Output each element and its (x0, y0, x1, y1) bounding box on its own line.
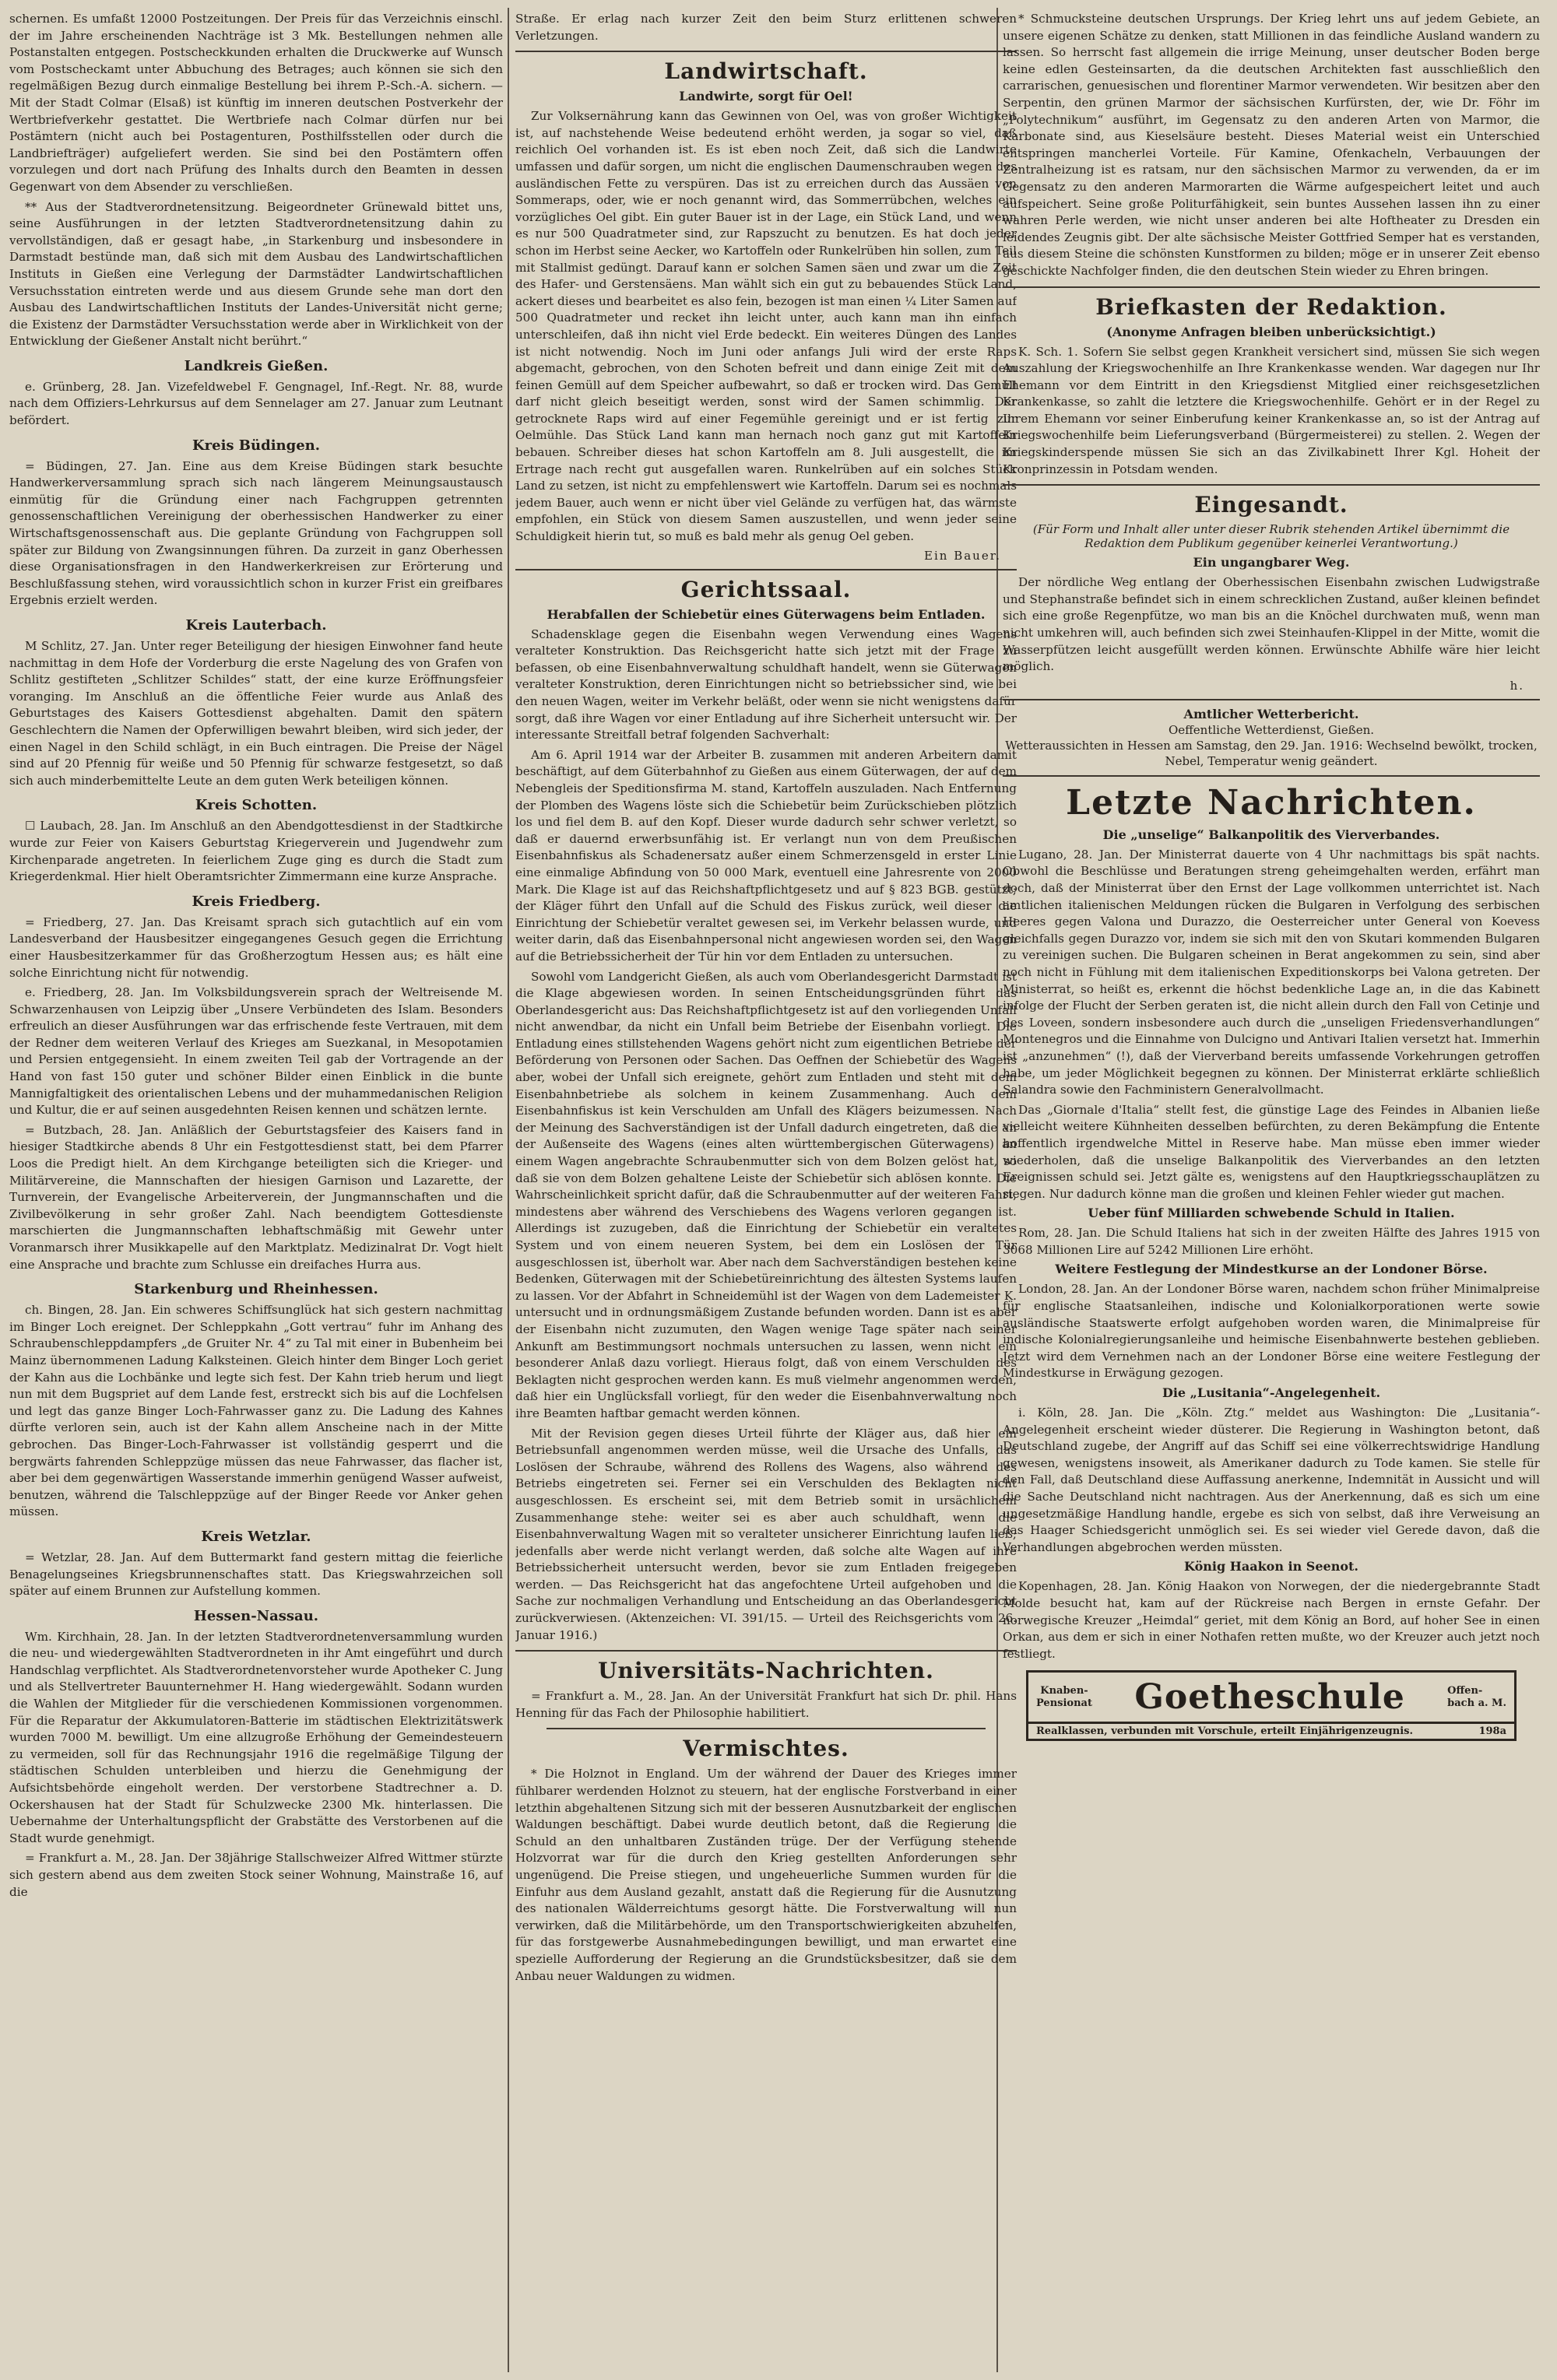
article-text: e. Grünberg, 28. Jan. Vizefeldwebel F. Gengnagel, Inf.-Regt. Nr. 88, wurde nach dem Offiziers-Lehrkursus auf dem Sennelager am 27. Januar zum Leutnant befördert. (9, 379, 503, 428)
section-heading: Vermischtes. (683, 1736, 849, 1762)
section-divider (1003, 484, 1540, 486)
column-rule (508, 8, 509, 2372)
advertisement-goetheschule (1026, 1670, 1517, 1724)
ad-text: Offen- (1447, 1684, 1483, 1697)
article-text: M Schlitz, 27. Jan. Unter reger Beteiligung der hiesigen Einwohner fand heute nachmittag in dem Hofe der Vorderburg die erste Nagelung des von Grafen von Schlitz gestifteten „Schlitzer Schildes“ statt, der eine kurze Eröffnungsfeier voranging. Im Anschluß an die öffentliche Feier wurde aus Anlaß des Geburtstages des Kaisers Gottesdienst abgehalten. Damit den spätern Geschlechtern die Namen der Opferwilligen bewahrt bleiben, wird sich jeder, der einen Nagel in den Schild schlägt, in ein Buch eintragen. Die Preise der Nägel sind auf 20 Pfennig für weiße und 50 Pfennig für schwarze festgesetzt, so daß sich auch minderbemittelte Leute an dem guten Werk beteiligen können. (9, 639, 503, 788)
article-text: schernen. Es umfaßt 12000 Postzeitungen. Der Preis für das Verzeichnis einschl. der im Jahre erscheinenden Nachträge ist 3 Mk. Bestellungen nehmen alle Postanstalten entgegen. Postscheckkunden erhalten die Druckwerke auf Wunsch vom Postscheckamt unter Abbuchung des Betrages; auch können sie sich den regelmäßigen Bezug durch einmalige Bestellung bei ihrem P.-Sch.-A. sichern. — Mit der Stadt Colmar (Elsaß) ist künftig im inneren deutschen Postverkehr der Wertbriefverkehr gestattet. Die Wertbriefe nach Colmar dürfen nur bei Postämtern (nicht auch bei Postagenturen, Posthilfsstellen oder durch die Landbriefträger) aufgeliefert werden. Sie sind bei den Postämtern offen vorzulegen und dort nach Prüfung des Inhalts durch den Beamten in dessen Gegenwart von dem Absender zu verschließen. (9, 12, 503, 194)
article-headline: Ein ungangbarer Weg. (1193, 555, 1350, 570)
article-text: Schadensklage gegen die Eisenbahn wegen Verwendung eines Wagens veralteter Konstruktion. Das Reichsgericht hatte sich jetzt mit der Frage zu befassen, ob eine Eisenbahnverwaltung schuldhaft handelt, wenn sie Güterwagen veralteter Konstruktion, deren Einrichtungen nicht so betriebssicher sind, wie bei den neuen Wagen, weiter im Verkehr beläßt, oder wenn sie nicht wenigstens dafür sorgt, daß ihre Wagen vor einer Entladung auf ihre Sicherheit untersucht wir. Der interessante Streitfall betraf folgenden Sachverhalt: (515, 627, 1017, 742)
article-text: = Büdingen, 27. Jan. Eine aus dem Kreise Büdingen stark besuchte Handwerkerversammlung sprach sich nach längerem Meinungsaustausch einmütig für die Gründung einer nach Fachgruppen getrennten genossenschaftlichen Vereinigung der oberhessischen Handwerker zu einer Wirtschaftsgenossenschaft aus. Die geplante Gründung von Fachgruppen soll später zur Bildung von Zwangsinnungen führen. Da zurzeit in ganz Oberhessen diese Organisationsfragen in den Handwerkerkreisen zur Erörterung und Beschlußfassung stehen, wird voraussichtlich schon in kurzer Frist ein greifbares Ergebnis erzielt werden. (9, 458, 503, 608)
section-heading: Letzte Nachrichten. (1066, 782, 1477, 823)
ad-right-label (1447, 1685, 1506, 1710)
article-text: Lugano, 28. Jan. Der Ministerrat dauerte von 4 Uhr nachmittags bis spät nachts. Obwohl die Beschlüsse und Beratungen streng geheimgehalten werden, erfährt man doch, daß der Ministerrat über den Ernst der Lage vollkommen unterrichtet ist. Nach amtlichen italienischen Meldungen rücken die Bulgaren in Verfolgung des serbischen Heeres gegen Valona und Durazzo, die Oesterreicher unter General von Koevess gleichfalls gegen Durazzo vor, indem sie sich mit den von Skutari kommenden Bulgaren zu vereinigen suchen. Die Bulgaren scheinen in Berat angekommen zu sein, sind aber noch nicht in Fühlung mit dem italienischen Expeditionskorps bei Valona getreten. Der Ministerrat, so heißt es, erkennt die höchst bedenkliche Lage an, in die das Kabinett infolge der Flucht der Serben geraten ist, die nicht allein durch den Fall von Cetinje und des Loveen, sondern insbesondere auch durch die „unseligen Friedensverhandlungen“ Montenegros und die Einnahme von Dulcigno und Antivari Italien versetzt hat. Immerhin ist „anzunehmen“ (!), daß der Vierverband bereits umfassende Vorkehrungen getroffen habe, um jeder Möglichkeit begegnen zu können. Der Ministerrat erklärte schließlich Salandra sowie den Fachministern Generalvollmacht. (1003, 847, 1540, 1097)
section-heading: Kreis Büdingen. (192, 437, 321, 454)
article-text: = Friedberg, 27. Jan. Das Kreisamt sprach sich gutachtlich auf ein vom Landesverband der Hausbesitzer eingegangenes Gesuch gegen die Errichtung einer Hausbesitzerkammer für das Großherzogtum Hessen aus; es hält eine solche Einrichtung nicht für notwendig. (9, 914, 503, 980)
ad-school-name: Goetheschule (1134, 1677, 1405, 1718)
weather-forecast: Wetteraussichten in Hessen am Samstag, den 29. Jan. 1916: Wechselnd bewölkt, trocken, Nebel, Temperatur wenig geändert. (1005, 738, 1538, 768)
section-divider (515, 1650, 1017, 1652)
article-text: i. Köln, 28. Jan. Die „Köln. Ztg.“ meldet aus Washington: Die „Lusitania“-Angelegenheit erscheint wieder düsterer. Die Regierung in Washington betont, daß Deutschland zugebe, der Angriff auf das Schiff sei eine völkerrechtswidrige Handlung gewesen, wenigstens insoweit, als Amerikaner dadurch zu Tode kamen. Sie stelle für den Fall, daß Deutschland diese Auffassung anerkenne, Indemnität in Aussicht und will die Sache Deutschland nicht nachtragen. Aus der Anerkennung, daß es sich um eine ungesetzmäßige Handlung handle, ergebe es sich von selbst, daß ihre Verweisung an das Haager Schiedsgericht unmöglich sei. Es sei wieder viel Gerede davon, daß die Verhandlungen abgebrochen werden müssten. (1003, 1406, 1540, 1554)
article-text: * Schmucksteine deutschen Ursprungs. Der Krieg lehrt uns auf jedem Gebiete, an unsere eigenen Schätze zu denken, statt Millionen in das feindliche Ausland wandern zu lassen. So herrscht fast allgemein die irrige Meinung, unser deutscher Boden berge keine edlen Gesteinsarten, da die deutschen Architekten fast ausschließlich den carrarischen, genuesischen und florentiner Marmor verwendeten. Wir besitzen aber den Serpentin, den grünen Marmor der sächsischen Kurfürsten, der, wie Dr. Föhr im „Polytechnikum“ ausführt, im Gegensatz zu den anderen Arten von Marmor, die Karbonate sind, aus Kieselsäure besteht. Dieses Material weist ein Unterschied entspringen mancherlei Vorteile. Für Kamine, Ofenkacheln, Verbauungen der Zentralheizung ist es ratsam, nur den sächsischen Marmor zu verwenden, da er im Gegensatz zu den anderen Marmorarten die Wärme aufgespeichert leitet und auch aufspeichert. Seine große Politurfähigkeit, sein buntes Aussehen lassen ihn zu einer wahren Perle werden, wie nicht unser anderen bei alte Hoftheater zu Dresden ein leidendes Zeugnis gibt. Der alte sächsische Meister Gottfried Semper hat es verstanden, aus diesem Steine die schönsten Kunstformen zu bilden; möge er in unserer Zeit ebenso geschickte Nachfolger finden, die den deutschen Stein wieder zu Ehren bringen. (1003, 12, 1540, 278)
section-heading: Kreis Schotten. (195, 797, 318, 814)
section-heading: Universitäts-Nachrichten. (598, 1658, 934, 1684)
article-signature: h. (1510, 678, 1524, 693)
section-divider (1003, 699, 1540, 700)
article-text: Sowohl vom Landgericht Gießen, als auch vom Oberlandesgericht Darmstadt ist die Klage abgewiesen worden. In seinen Entscheidungsgründen führt das Oberlandesgericht aus: Das Reichshaftpflichtgesetz ist auf den vorliegenden Unfall nicht anwendbar, da nicht ein Unfall beim Betriebe der Eisenbahn vorliegt. Die Entladung eines stillstehenden Wagens gehört nicht zum eigentlichen Betriebe der Beförderung von Personen oder Sachen. Das Oeffnen der Schiebetür des Wagens aber, wobei der Unfall sich ereignete, gehört zum Entladen und steht mit dem Eisenbahnbetriebe als solchem in keinem Zusammenhang. Auch dem Eisenbahnfiskus ist kein Verschulden am Unfall des Klägers beizumessen. Nach der Meinung des Sachverständigen ist der Unfall dadurch eingetreten, daß die an der Außenseite des Wagens (eines alten württembergischen Güterwagens) an einem Wagen angebrachte Schraubenmutter sich von dem Bolzen gelöst hat, so daß sie von dem Bolzen gehaltene Leiste der Schiebetür sich ablösen konnte. Die Wahrscheinlichkeit spricht dafür, daß die Schraubenmutter auf der weiteren Fahrt, mindestens aber während des Verschiebens des Wagens verloren gegangen ist. Allerdings ist zuzugeben, daß die Einrichtung der Schiebetür ein veraltetes System und von einem neueren System, bei dem ein Loslösen der Tür ausgeschlossen ist, überholt war. Aber nach dem Sachverständigen bestehen keine Bedenken, Güterwagen mit der Schiebetüreinrichtung des ältesten Systems laufen zu lassen. Vor der Abfahrt in Schneidemühl ist der Wagen von dem Lademeister K. untersucht und in ordnungsmäßigem Zustande befunden worden. Dann ist es aber der Eisenbahn nicht zuzumuten, den Wagen wenige Tage später nach seiner Ankunft am Bestimmungsort nochmals untersuchen zu lassen, wenn nicht ein besonderer Anlaß dazu vorliegt. Hieraus folgt, daß von einem Verschulden des Beklagten nicht gesprochen werden kann. Es muß vielmehr angenommen werden, daß hier ein Unglücksfall vorliegt, für den weder die Eisenbahnverwaltung noch ihre Beamten haftbar gemacht werden können. (515, 969, 1017, 1420)
section-heading: Landkreis Gießen. (184, 357, 329, 374)
section-heading: Briefkasten der Redaktion. (1095, 293, 1447, 320)
article-text: Kopenhagen, 28. Jan. König Haakon von Norwegen, der die niedergebrannte Stadt Molde besucht hat, kam auf der Rückreise nach Bergen in ernste Gefahr. Der norwegische Kreuzer „Heimdal“ geriet, mit dem König an Bord, auf hoher See in einen Orkan, aus dem er sich in einer Nothafen retten mußte, wo der Kreuzer auch jetzt noch festliegt. (1003, 1579, 1540, 1661)
article-text: Zur Volksernährung kann das Gewinnen von Oel, was von großer Wichtigkeit ist, auf nachstehende Weise bedeutend erhöht werden, ja sogar so viel, daß reichlich Oel vorhanden ist. Es ist eben noch Zeit, daß sich die Landwirte umfassen und dafür sorgen, um nicht die englischen Daumenschrauben wegen des ausländischen Fette zu verspüren. Das ist zu erreichen durch das Aussäen von Sommeraps, oder, wie er noch genannt wird, das Sommerrübchen, welches ein vorzügliches Oel gibt. Ein guter Bauer ist in der Lage, ein Stück Land, und wenn es nur 500 Quadratmeter sind, zur Rapszucht zu benutzen. Es hat doch jeder schon im Herbst seine Aecker, wo Kartoffeln oder Runkelrüben hin sollen, zum Teil mit Stallmist gedüngt. Darauf kann er solchen Samen säen und zwar um die Zeit des Hafer- und Gerstensäens. Man wählt sich ein gut zu bebauendes Stück Land, ackert dieses und bearbeitet es also fein, bezogen ist man einen ¼ Liter Samen auf 500 Quadratmeter und recket ihn leicht unter, auch kann man ihn einfach unterschleifen, daß ihn nicht viel Erde bedeckt. Ein weiteres Düngen des Landes ist nicht notwendig. Noch im Juni oder anfangs Juli wird der erste Raps abgemacht, gebrochen, von den Schoten befreit und dann einige Zeit mit dem feinen Gemüll auf dem Speicher aufbewahrt, so daß er trocken wird. Das Gemüll darf nicht gleich beseitigt werden, sonst wird der Samen schimmlig. Der getrocknete Raps wird auf einer Fegemühle gereinigt und er ist fertig zur Oelmühle. Das Stück Land kann man hernach noch ganz gut mit Kartoffeln bebauen. Schreiber dieses hat schon Kartoffeln am 8. Juli ausgestellt, die im Ertrage nach recht gut ausgefallen waren. Runkelrüben auf ein solches Stück Land zu setzen, ist nicht zu empfehlenswert wie Kartoffeln. Darum sei es nochmals jedem Bauer, auch wenn er nicht über viel Gelände zu verfügen hat, das wärmste empfohlen, ein Stück von diesem Samen auszustellen, und wenn jeder seine Schuldigkeit hierin tut, so muß es bald mehr als genug Oel geben. (515, 109, 1017, 544)
ad-text: Realklassen, verbunden mit Vorschule, erteilt Einjährigenzeugnis. (1036, 1725, 1413, 1738)
ad-text: bach a. M. (1447, 1697, 1506, 1709)
column-middle (515, 11, 1017, 2369)
article-text: = Wetzlar, 28. Jan. Auf dem Buttermarkt fand gestern mittag die feierliche Benagelungseines Kriegsbrunnenschaftes statt. Das Kriegswahrzeichen soll später auf einem Brunnen zur Aufstellung kommen. (9, 1550, 503, 1599)
article-headline: Landwirte, sorgt für Oel! (679, 89, 853, 104)
article-headline: Die „Lusitania“-Angelegenheit. (1162, 1385, 1381, 1401)
section-disclaimer: (Für Form und Inhalt aller unter dieser Rubrik stehenden Artikel übernimmt die Redaktion dem Publikum gegenüber keinerlei Verantwortung.) (1032, 522, 1510, 551)
section-heading: Eingesandt. (1194, 492, 1348, 518)
column-left (9, 11, 503, 2369)
column-right (1003, 11, 1540, 2369)
article-text: e. Friedberg, 28. Jan. Im Volksbildungsverein sprach der Weltreisende M. Schwarzenhausen von Leipzig über „Unsere Verbündeten des Islam. Besonders erfreulich an dieser Ausführungen war das erfrischende feste Vertrauen, mit dem der Redner dem weiteren Verlauf des Krieges am Suezkanal, in Mesopotamien und Persien entgegensieht. In einem zweiten Teil gab der Vortragende an der Hand von fast 150 guter und schöner Bilder einen Einblick in die bunte Mannigfaltigkeit des orientalischen Lebens und der muhammedanischen Religion und Kultur, die er auf seinen ausgedehnten Reisen kennen und schätzen lernte. (9, 985, 503, 1118)
section-divider (515, 51, 1017, 52)
section-divider (515, 569, 1017, 570)
section-heading: Kreis Friedberg. (192, 893, 321, 910)
article-text: = Frankfurt a. M., 28. Jan. An der Universität Frankfurt hat sich Dr. phil. Hans Henning für das Fach der Philosophie habilitiert. (515, 1689, 1017, 1720)
article-text: Der nördliche Weg entlang der Oberhessischen Eisenbahn zwischen Ludwigstraße und Stephanstraße befindet sich in einem schrecklichen Zustand, außer kleinen befindet sich eine große Regenpfütze, wo man bis an die Knöchel durchwaten muß, wenn man nicht umkehren will, auch befinden sich zwei Steinhaufen-Klippel in der Mitte, womit die Wasserpfützen leicht ausgefüllt werden können. Erwünschte Abhilfe wäre hier leicht möglich. (1003, 575, 1540, 674)
section-heading: Starkenburg und Rheinhessen. (134, 1281, 378, 1298)
article-headline: Weitere Festlegung der Mindestkurse an der Londoner Börse. (1055, 1262, 1488, 1277)
section-divider (547, 1728, 986, 1729)
section-subheading: (Anonyme Anfragen bleiben unberücksichtigt.) (1106, 324, 1436, 339)
section-divider (1003, 775, 1540, 777)
section-heading: Kreis Wetzlar. (201, 1528, 311, 1545)
ad-text: Pensionat (1036, 1697, 1092, 1709)
article-text: ch. Bingen, 28. Jan. Ein schweres Schiffsunglück hat sich gestern nachmittag im Binger Loch ereignet. Der Schleppkahn „Gott vertrau“ fuhr im Anhang des Schraubenschleppdampfers „de Gruiter Nr. 4“ zu Tal mit einer in Bubenheim bei Mainz übernommenen Ladung Kalksteinen. Gleich hinter dem Binger Loch geriet der Kahn aus die Lochbänke und legte sich fest. Der Kahn trieb herum und liegt nun mit dem Bugspriet auf dem Lande fest, erstreckt sich bis auf die Lochfelsen und legt das ganze Binger Loch-Fahrwasser ganz zu. Die Ladung des Kahnes dürfte verloren sein, auch ist der Kahn allem Anscheine nach in der Mitte gebrochen. Das Binger-Loch-Fahrwasser ist vollständig gesperrt und die bergwärts fahrenden Schleppzüge müssen das neue Fahrwasser, das flacher ist, aber bei dem gegenwärtigen Wasserstande immerhin genügend Wasser aufweist, benutzen, während die Talschleppzüge auf der Binger Reede vor Anker gehen müssen. (9, 1303, 503, 1519)
article-text: Am 6. April 1914 war der Arbeiter B. zusammen mit anderen Arbeitern damit beschäftigt, auf dem Güterbahnhof zu Gießen aus einem Güterwagen, der auf dem Nebengleis der Speditionsfirma M. stand, Kartoffeln auszuladen. Nach Entfernung der Plomben des Wagens löste sich die Schiebetür beim Zurückschieben plötzlich los und fiel dem B. auf den Kopf. Dieser wurde dadurch sehr schwer verletzt, so daß er dauernd erwerbsunfähig ist. Er verlangt nun von dem Preußischen Eisenbahnfiskus als Schadenersatz außer einem Schmerzensgeld in erster Linie eine einmalige Abfindung von 50 000 Mark, eventuell eine Jahresrente von 2000 Mark. Die Klage ist auf das Reichshaftpflichtgesetz und auf § 823 BGB. gestützt; der Kläger führt den Unfall auf die Schuld des Fiskus zurück, weil dieser die Einrichtung der Schiebetür veraltet gewesen sei, im Verkehr belassen wurde, und weiter darin, daß das Eisenbahnpersonal nicht angewiesen worden sei, den Wagen auf die Betriebssicherheit der Tür hin vor dem Entladen zu untersuchen. (515, 747, 1017, 964)
section-heading: Kreis Lauterbach. (185, 617, 327, 634)
article-text: * Die Holznot in England. Um der während der Dauer des Krieges immer fühlbarer werdenden Holznot zu steuern, hat der englische Forstverband in einer letzthin abgehaltenen Sitzung sich mit der besseren Ausnutzbarkeit der englischen Waldungen beschäftigt. Dabei wurde deutlich betont, daß die Regierung die Schuld an den unhaltbaren Zuständen trüge. Der der Verfügung stehende Holzvorrat war für die durch den Krieg gestellten Anforderungen sehr ungenügend. Die Preise stiegen, und ungeheuerliche Summen wurden für die Einfuhr aus dem Ausland gezahlt, anstatt daß die Regierung für die Ausnutzung des nationalen Wälderreichtums gesorgt hätte. Die Forstverwaltung will nun verwirken, daß die Militärbehörde, um den Transportschwierigkeiten abzuhelfen, für das forstgewerbe Ausnahmebedingungen bewilligt, und man erwartet eine spezielle Aufforderung der Regierung an die Grundstücksbesitzer, daß sie dem Anbau neuer Waldungen zu widmen. (515, 1767, 1017, 1983)
section-heading: Hessen-Nassau. (193, 1607, 319, 1624)
article-text: ** Aus der Stadtverordnetensitzung. Beigeordneter Grünewald bittet uns, seine Ausführungen in der letzten Stadtverordnetensitzung dahin zu vervollständigen, daß er gesagt habe, „in Starkenburg und insbesondere in Darmstadt bestünde man, daß sich mit dem Ausbau des Landwirtschaftlichen Instituts in Gießen eine Verlegung der Darmstädter Landwirtschaftlichen Versuchsstation eintreten werde und aus diesem Grunde sehe man dort den Ausbau des Landwirtschaftlichen Instituts der Landes-Universität nicht gerne; die Existenz der Darmstädter Versuchsstation werde aber in Wirklichkeit von der Entwicklung der Gießener Anstalt nicht berührt.“ (9, 199, 503, 349)
section-heading: Landwirtschaft. (664, 58, 868, 85)
article-headline: Die „unselige“ Balkanpolitik des Vierverbandes. (1102, 827, 1440, 842)
section-heading: Gerichtssaal. (680, 576, 852, 602)
section-divider (1003, 286, 1540, 288)
ad-code: 198a (1478, 1725, 1506, 1738)
article-text: Das „Giornale d'Italia“ stellt fest, die günstige Lage des Feindes in Albanien ließe vielleicht weitere Kühnheiten desselben befürchten, zu deren Bekämpfung die Entente hoffentlich irgendwelche Mittel in Reserve habe. Man müsse eben immer wieder wiederholen, daß die unselige Balkanpolitik des Vierverbandes an den letzten Ereignissen schuld sei. Jetzt gälte es, wenigstens auf den Hauptkriegsschauplätzen zu siegen. Nur dadurch könne man die großen und kleinen Fehler wieder gut machen. (1003, 1102, 1540, 1201)
article-text: ☐ Laubach, 28. Jan. Im Anschluß an den Abendgottesdienst in der Stadtkirche wurde zur Feier von Kaisers Geburtstag Kriegerverein und Jugendwehr zum Kirchenparade angetreten. In feierlichem Zuge ging es durch die Stadt zum Kriegerdenkmal. Hier hielt Oberamtsrichter Zimmermann eine kurze Ansprache. (9, 819, 503, 884)
article-text: Mit der Revision gegen dieses Urteil führte der Kläger aus, daß hier ein Betriebsunfall angenommen werden müsse, weil die Ursache des Unfalls, das Loslösen der Schraube, während des Rollens des Wagens, also während des Betriebs eingetreten sei. Ferner sei ein Verschulden des Beklagten nicht ausgeschlossen. Es erscheint sei, mit dem Betrieb somit in ursächlichem Zusammenhange stehe: weiter sei es aber auch schuldhaft, wenn die Eisenbahnverwaltung Wagen mit so veralteter unsicherer Einrichtung laufen ließ; jedenfalls aber werde nicht verlangt werden, daß solche alte Wagen auf ihre Betriebssicherheit untersucht werden, bevor sie zum Entladen freigegeben werden. — Das Reichsgericht hat das angefochtene Urteil aufgehoben und die Sache zur nochmaligen Verhandlung und Entscheidung an das Oberlandesgericht zurückverwiesen. (Aktenzeichen: VI. 391/15. — Urteil des Reichsgerichts vom 26. Januar 1916.) (515, 1426, 1017, 1642)
article-text: Rom, 28. Jan. Die Schuld Italiens hat sich in der zweiten Hälfte des Jahres 1915 von 3068 Millionen Lire auf 5242 Millionen Lire erhöht. (1003, 1226, 1540, 1257)
article-text: = Frankfurt a. M., 28. Jan. Der 38jährige Stallschweizer Alfred Wittmer stürzte sich gestern abend aus dem zweiten Stock seiner Wohnung, Mainstraße 16, auf die (9, 1851, 503, 1899)
ad-text: Knaben- (1040, 1684, 1088, 1697)
ad-footer (1026, 1724, 1517, 1741)
article-text: Straße. Er erlag nach kurzer Zeit den beim Sturz erlittenen schweren Verletzungen. (515, 12, 1017, 43)
article-signature: Ein Bauer. (924, 548, 1001, 563)
weather-report (1003, 707, 1540, 769)
article-text: K. Sch. 1. Sofern Sie selbst gegen Krankheit versichert sind, müssen Sie sich wegen Auszahlung der Kriegswochenhilfe an Ihre Krankenkasse wenden. War dagegen nur Ihr Ehemann vor dem Eintritt in den Kriegsdienst Mitglied einer reichsgesetzlichen Krankenkasse, so zahlt die letztere die Kriegswochenhilfe. Gehört er in der Regel zu Ihrem Ehemann vor seiner Einberufung keiner Krankenkasse an, so ist der Antrag auf Kriegswochenhilfe beim Lieferungsverband (Bürgermeisterei) zu stellen. 2. Wegen der Kriegskinderspende müssen Sie sich an das Zivilkabinett Ihrer Kgl. Hoheit der Kronprinzessin in Potsdam wenden. (1003, 344, 1540, 476)
article-text: = Butzbach, 28. Jan. Anläßlich der Geburtstagsfeier des Kaisers fand in hiesiger Stadtkirche abends 8 Uhr ein Festgottesdienst statt, bei dem Pfarrer Loos die Predigt hielt. An dem Kirchgange beteiligten sich die Krieger- und Militärvereine, die Mannschaften der hiesigen Garnison und Lazarette, der Turnverein, der Evangelische Arbeiterverein, der Jungmannschaften und die Zivilbevölkerung in sehr großer Zahl. Nach beendigtem Gottesdienste marschierten die Jungmannschaften lebhaftschmäßig mit Gewehr unter Voranmarsch ihrer Musikkapelle auf den Marktplatz. Medizinalrat Dr. Vogt hielt eine Ansprache und brachte zum Schlusse ein dreifaches Hurra aus. (9, 1122, 503, 1272)
article-text: London, 28. Jan. An der Londoner Börse waren, nachdem schon früher Minimalpreise für englische Staatsanleihen, indische und Kolonialkorporationen werte sowie ausländische Staatswerte erfolgt aufgehoben worden waren, die Minimalpreise für indische Kolonialregierungsanleihe und heimische Eisenbahnwerte bestehen geblieben. Jetzt wird dem Vernehmen nach an der Londoner Börse eine weitere Festlegung der Mindestkurse in Erwägung gezogen. (1003, 1282, 1540, 1381)
weather-station: Oeffentliche Wetterdienst, Gießen. (1168, 722, 1375, 737)
article-headline: Herabfallen der Schiebetür eines Güterwagens beim Entladen. (547, 606, 986, 622)
ad-left-label (1036, 1685, 1092, 1710)
article-text: Wm. Kirchhain, 28. Jan. In der letzten Stadtverordnetenversammlung wurden die neu- und wiedergewählten Stadtverordneten in ihr Amt eingeführt und durch Handschlag verpflichtet. Als Stadtverordnetenvorsteher wurde Apotheker C. Jung und als Stellvertreter Bauunternehmer H. Hang wiedergewählt. Sodann wurden die Wahlen der Mitglieder für die verschiedenen Kommissionen vorgenommen. Für die Reparatur der Akkumulatoren-Batterie im städtischen Elektrizitätswerk wurden 7000 M. bewilligt. Um eine allzugroße Erhöhung der Gemeindesteuern zu vermeiden, soll für das Rechnungsjahr 1916 die regelmäßige Tilgung der städtischen Schulden unterbleiben und hierzu die Genehmigung der Aufsichtsbehörde eingeholt werden. Der verstorbene Stadtrechner a. D. Ockershausen hat der Stadt für Schulzwecke 2300 Mk. hinterlassen. Die Uebernahme der Unterhaltungspflicht der Grabstätte des Verstorbenen auf die Stadt wurde genehmigt. (9, 1629, 503, 1845)
article-headline: Ueber fünf Milliarden schwebende Schuld in Italien. (1088, 1206, 1455, 1221)
weather-heading: Amtlicher Wetterbericht. (1183, 706, 1359, 721)
article-headline: König Haakon in Seenot. (1184, 1559, 1358, 1574)
